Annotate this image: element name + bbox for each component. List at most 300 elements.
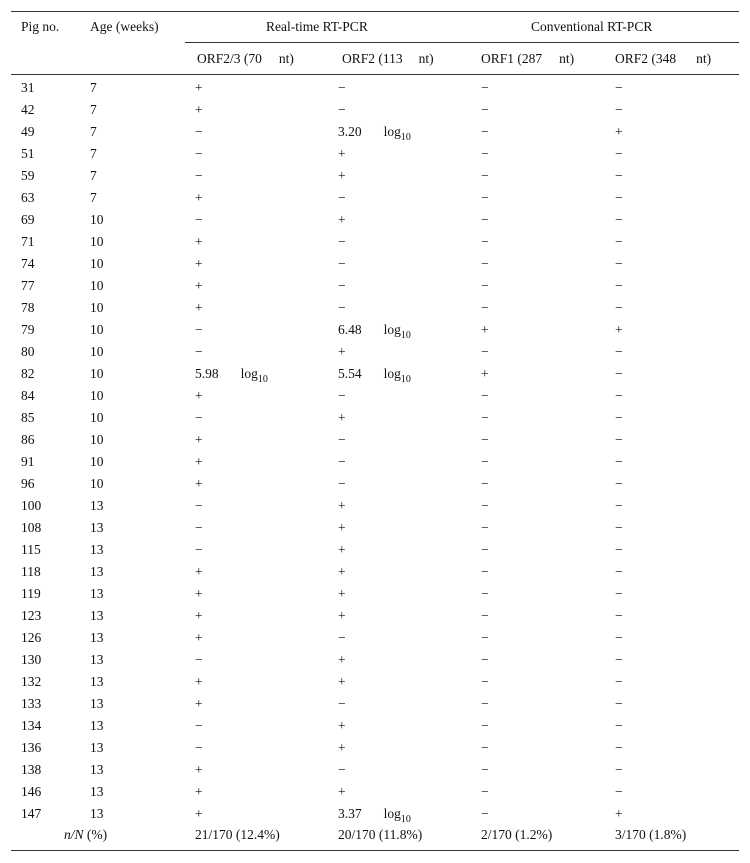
cell-value: 7 xyxy=(90,102,97,117)
cell-value: − xyxy=(481,520,489,535)
cell-value: − xyxy=(615,674,623,689)
cell-value: − xyxy=(481,542,489,557)
cell-value: − xyxy=(615,366,623,381)
cell-orf2-113 xyxy=(338,693,346,715)
cell-value: 79 xyxy=(21,322,35,337)
cell-age xyxy=(90,297,104,319)
cell-value: 7 xyxy=(90,168,97,183)
cell-age xyxy=(90,517,104,539)
cell-value: + xyxy=(481,366,489,381)
cell-value: + xyxy=(338,652,346,667)
cell-orf23 xyxy=(195,209,203,231)
cell-value: 115 xyxy=(21,542,41,557)
cell-value: 49 xyxy=(21,124,35,139)
cell-age xyxy=(90,385,104,407)
cell-pig-no xyxy=(21,803,41,825)
cell-value: 96 xyxy=(21,476,35,491)
cell-value: − xyxy=(615,212,623,227)
log-unit xyxy=(383,124,411,143)
cell-orf1-287 xyxy=(481,319,489,341)
group-rule xyxy=(185,42,739,43)
cell-value: 13 xyxy=(90,608,104,623)
cell-orf23 xyxy=(195,671,203,693)
cell-age xyxy=(90,693,104,715)
cell-pig-no xyxy=(21,737,41,759)
summary-orf2-348: 3/170 (1.8%) xyxy=(615,827,687,842)
header-sub-name: ORF2 (348 xyxy=(615,51,677,66)
cell-orf2-113 xyxy=(338,583,346,605)
cell-value: 13 xyxy=(90,498,104,513)
cell-orf1-287 xyxy=(481,209,489,231)
cell-orf2-113 xyxy=(338,209,346,231)
table-row xyxy=(0,275,750,297)
cell-value: 10 xyxy=(90,454,104,469)
cell-orf1-287 xyxy=(481,165,489,187)
cell-value: − xyxy=(615,476,623,491)
header-sub-name: ORF2/3 (70 xyxy=(197,51,262,66)
cell-age xyxy=(90,451,104,473)
cell-value: − xyxy=(615,234,623,249)
cell-value: − xyxy=(481,718,489,733)
cell-value: − xyxy=(338,388,346,403)
cell-orf23 xyxy=(195,473,203,495)
cell-value: − xyxy=(615,278,623,293)
cell-orf23 xyxy=(195,429,203,451)
cell-orf2-113 xyxy=(338,473,346,495)
cell-orf23 xyxy=(195,407,203,429)
table-row xyxy=(0,539,750,561)
cell-orf2-348 xyxy=(615,297,623,319)
cell-orf23 xyxy=(195,297,203,319)
cell-value: 7 xyxy=(90,190,97,205)
cell-orf1-287 xyxy=(481,803,489,825)
cell-orf2-113 xyxy=(338,495,346,517)
cell-value: − xyxy=(481,212,489,227)
cell-pig-no xyxy=(21,275,35,297)
cell-value: 7 xyxy=(90,124,97,139)
cell-value: − xyxy=(615,80,623,95)
cell-value: − xyxy=(481,454,489,469)
cell-value: − xyxy=(338,278,346,293)
cell-value: − xyxy=(195,718,203,733)
cell-value: + xyxy=(195,630,203,645)
cell-orf23 xyxy=(195,143,203,165)
cell-orf2-113 xyxy=(338,517,346,539)
cell-pig-no xyxy=(21,429,35,451)
cell-value: − xyxy=(615,168,623,183)
cell-age xyxy=(90,627,104,649)
cell-orf2-113 xyxy=(338,737,346,759)
cell-pig-no xyxy=(21,583,41,605)
cell-value: 80 xyxy=(21,344,35,359)
cell-pig-no xyxy=(21,385,35,407)
cell-orf2-348 xyxy=(615,495,623,517)
cell-orf1-287 xyxy=(481,627,489,649)
cell-orf1-287 xyxy=(481,605,489,627)
bottom-rule xyxy=(11,850,739,851)
cell-value: + xyxy=(195,608,203,623)
cell-orf23 xyxy=(195,495,203,517)
cell-value: + xyxy=(338,740,346,755)
cell-value: + xyxy=(338,784,346,799)
cell-orf2-348 xyxy=(615,341,623,363)
cell-orf1-287 xyxy=(481,253,489,275)
cell-age xyxy=(90,121,97,143)
table-row xyxy=(0,649,750,671)
cell-value: − xyxy=(615,300,623,315)
table-row xyxy=(0,319,750,341)
cell-orf2-113 xyxy=(338,253,346,275)
cell-value: − xyxy=(338,300,346,315)
cell-orf2-113 xyxy=(338,297,346,319)
cell-value: + xyxy=(338,146,346,161)
cell-pig-no xyxy=(21,297,35,319)
cell-orf1-287 xyxy=(481,671,489,693)
cell-orf2-348 xyxy=(615,121,623,143)
cell-age xyxy=(90,231,104,253)
cell-value: − xyxy=(615,762,623,777)
cell-orf2-348 xyxy=(615,363,623,385)
cell-age xyxy=(90,99,97,121)
cell-orf2-348 xyxy=(615,781,623,803)
cell-value: + xyxy=(338,586,346,601)
cell-value: − xyxy=(481,674,489,689)
cell-value: − xyxy=(338,454,346,469)
cell-age xyxy=(90,77,97,99)
cell-value: + xyxy=(195,256,203,271)
cell-value: 59 xyxy=(21,168,35,183)
cell-value: 42 xyxy=(21,102,35,117)
cell-pig-no xyxy=(21,209,35,231)
cell-orf1-287 xyxy=(481,187,489,209)
cell-orf1-287 xyxy=(481,231,489,253)
cell-orf2-348 xyxy=(615,539,623,561)
cell-value: + xyxy=(195,586,203,601)
cell-value: + xyxy=(338,718,346,733)
cell-orf23 xyxy=(195,363,268,387)
cell-value: + xyxy=(195,784,203,799)
header-group-realtime: Real-time RT-PCR xyxy=(266,19,368,34)
cell-value: − xyxy=(195,168,203,183)
cell-orf1-287 xyxy=(481,143,489,165)
log-label: log xyxy=(240,366,258,381)
table-row xyxy=(0,627,750,649)
table-row xyxy=(0,99,750,121)
cell-age xyxy=(90,561,104,583)
cell-value: 13 xyxy=(90,718,104,733)
cell-value: − xyxy=(338,102,346,117)
cell-value: + xyxy=(195,696,203,711)
cell-orf2-113 xyxy=(338,385,346,407)
cell-age xyxy=(90,715,104,737)
log-unit xyxy=(240,366,268,385)
cell-value: − xyxy=(338,80,346,95)
cell-orf23 xyxy=(195,781,203,803)
cell-age xyxy=(90,363,104,385)
cell-pig-no xyxy=(21,407,35,429)
cell-value: 123 xyxy=(21,608,42,623)
log-label: log xyxy=(383,322,401,337)
table-row xyxy=(0,209,750,231)
cell-orf2-348 xyxy=(615,319,623,341)
cell-orf23 xyxy=(195,187,203,209)
summary-row xyxy=(0,824,750,846)
cell-orf2-113 xyxy=(338,627,346,649)
cell-value: 69 xyxy=(21,212,35,227)
cell-value: + xyxy=(195,234,203,249)
header-sub-orf23 xyxy=(197,51,294,67)
cell-orf2-113 xyxy=(338,231,346,253)
cell-value: 82 xyxy=(21,366,35,381)
cell-orf23 xyxy=(195,715,203,737)
cell-age xyxy=(90,319,104,341)
cell-age xyxy=(90,209,104,231)
cell-orf2-348 xyxy=(615,275,623,297)
cell-value: − xyxy=(481,630,489,645)
cell-value: + xyxy=(338,498,346,513)
cell-value: 134 xyxy=(21,718,42,733)
cell-value: − xyxy=(481,652,489,667)
cell-orf2-348 xyxy=(615,561,623,583)
cell-age xyxy=(90,759,104,781)
cell-value: − xyxy=(481,696,489,711)
cell-orf2-113 xyxy=(338,407,346,429)
cell-value: − xyxy=(615,388,623,403)
cell-value: + xyxy=(338,520,346,535)
cell-orf2-348 xyxy=(615,803,623,825)
table-row xyxy=(0,143,750,165)
cell-value: 10 xyxy=(90,410,104,425)
cell-pig-no xyxy=(21,99,35,121)
cell-value: 71 xyxy=(21,234,35,249)
summary-label-italic: n/N xyxy=(64,827,84,842)
header-sub-orf2-348 xyxy=(615,51,711,67)
cell-age xyxy=(90,407,104,429)
cell-value: − xyxy=(615,454,623,469)
cell-value: 86 xyxy=(21,432,35,447)
cell-value: + xyxy=(615,124,623,139)
cell-value: − xyxy=(338,476,346,491)
cell-value: − xyxy=(481,256,489,271)
cell-orf23 xyxy=(195,605,203,627)
header-sub-unit: nt) xyxy=(418,51,434,66)
cell-value: 13 xyxy=(90,806,104,821)
table-row xyxy=(0,429,750,451)
cell-orf1-287 xyxy=(481,649,489,671)
table-row xyxy=(0,671,750,693)
cell-orf23 xyxy=(195,165,203,187)
cell-value: − xyxy=(615,542,623,557)
cell-age xyxy=(90,187,97,209)
header-pig-no: Pig no. xyxy=(21,19,60,34)
cell-value: 91 xyxy=(21,454,35,469)
cell-age xyxy=(90,803,104,825)
summary-label-rest: (%) xyxy=(83,827,108,842)
cell-orf2-113 xyxy=(338,341,346,363)
cell-value: − xyxy=(481,102,489,117)
cell-value: − xyxy=(481,432,489,447)
cell-orf2-348 xyxy=(615,693,623,715)
cell-value: − xyxy=(481,146,489,161)
cell-orf2-113 xyxy=(338,605,346,627)
cell-orf23 xyxy=(195,319,203,341)
cell-pig-no xyxy=(21,605,41,627)
cell-value: 31 xyxy=(21,80,35,95)
cell-value: 10 xyxy=(90,476,104,491)
cell-orf1-287 xyxy=(481,473,489,495)
log-label: log xyxy=(383,366,401,381)
cell-value: 13 xyxy=(90,762,104,777)
cell-orf2-113 xyxy=(338,671,346,693)
cell-value: 10 xyxy=(90,366,104,381)
cell-value: 13 xyxy=(90,630,104,645)
cell-orf2-113 xyxy=(338,165,346,187)
table-row xyxy=(0,737,750,759)
cell-value: − xyxy=(481,234,489,249)
cell-age xyxy=(90,429,104,451)
cell-value: − xyxy=(481,806,489,821)
cell-orf23 xyxy=(195,539,203,561)
cell-orf2-348 xyxy=(615,627,623,649)
cell-orf2-348 xyxy=(615,187,623,209)
cell-orf2-348 xyxy=(615,759,623,781)
cell-value: 130 xyxy=(21,652,42,667)
cell-value: + xyxy=(338,564,346,579)
cell-value: 5.54 xyxy=(338,366,362,381)
cell-pig-no xyxy=(21,231,35,253)
cell-orf23 xyxy=(195,693,203,715)
cell-orf2-348 xyxy=(615,715,623,737)
cell-pig-no xyxy=(21,121,35,143)
cell-orf2-348 xyxy=(615,429,623,451)
cell-pig-no xyxy=(21,539,41,561)
cell-orf1-287 xyxy=(481,781,489,803)
cell-value: − xyxy=(615,718,623,733)
cell-pig-no xyxy=(21,671,41,693)
cell-value: + xyxy=(195,476,203,491)
cell-pig-no xyxy=(21,561,41,583)
cell-value: − xyxy=(481,564,489,579)
cell-value: + xyxy=(615,806,623,821)
cell-value: + xyxy=(195,388,203,403)
cell-orf1-287 xyxy=(481,451,489,473)
cell-orf2-348 xyxy=(615,407,623,429)
cell-orf2-113 xyxy=(338,451,346,473)
cell-orf1-287 xyxy=(481,561,489,583)
cell-orf1-287 xyxy=(481,693,489,715)
cell-orf2-113 xyxy=(338,715,346,737)
summary-orf23: 21/170 (12.4%) xyxy=(195,827,280,842)
header-age: Age (weeks) xyxy=(90,19,159,34)
table-row xyxy=(0,165,750,187)
cell-pig-no xyxy=(21,759,41,781)
cell-orf1-287 xyxy=(481,715,489,737)
log-subscript: 10 xyxy=(400,132,411,143)
cell-value: − xyxy=(338,762,346,777)
header-sub-unit: nt) xyxy=(696,51,712,66)
cell-orf1-287 xyxy=(481,341,489,363)
table-row xyxy=(0,759,750,781)
cell-age xyxy=(90,341,104,363)
cell-value: − xyxy=(195,212,203,227)
cell-value: − xyxy=(195,740,203,755)
cell-value: − xyxy=(615,344,623,359)
cell-value: − xyxy=(615,190,623,205)
cell-value: 78 xyxy=(21,300,35,315)
cell-value: − xyxy=(615,784,623,799)
log-subscript: 10 xyxy=(400,330,411,341)
cell-value: 126 xyxy=(21,630,42,645)
cell-value: − xyxy=(615,520,623,535)
header-sub-unit: nt) xyxy=(559,51,575,66)
cell-value: 13 xyxy=(90,740,104,755)
cell-orf23 xyxy=(195,253,203,275)
table-row xyxy=(0,341,750,363)
cell-value: 10 xyxy=(90,278,104,293)
cell-value: + xyxy=(481,322,489,337)
cell-value: − xyxy=(481,388,489,403)
cell-value: − xyxy=(481,762,489,777)
cell-orf2-348 xyxy=(615,671,623,693)
cell-value: − xyxy=(615,410,623,425)
log-label: log xyxy=(383,124,401,139)
cell-orf2-113 xyxy=(338,363,411,387)
cell-value: 7 xyxy=(90,146,97,161)
cell-value: − xyxy=(615,652,623,667)
cell-orf2-348 xyxy=(615,605,623,627)
cell-age xyxy=(90,539,104,561)
cell-value: − xyxy=(481,124,489,139)
table-row xyxy=(0,583,750,605)
cell-value: 6.48 xyxy=(338,322,362,337)
cell-age xyxy=(90,495,104,517)
cell-age xyxy=(90,583,104,605)
header-bottom-rule xyxy=(11,74,739,75)
cell-value: + xyxy=(195,278,203,293)
cell-value: + xyxy=(338,410,346,425)
cell-orf1-287 xyxy=(481,385,489,407)
cell-pig-no xyxy=(21,77,35,99)
table-row xyxy=(0,473,750,495)
cell-value: − xyxy=(195,146,203,161)
cell-age xyxy=(90,143,97,165)
cell-value: 10 xyxy=(90,344,104,359)
cell-value: 119 xyxy=(21,586,41,601)
cell-value: − xyxy=(615,586,623,601)
cell-value: 10 xyxy=(90,234,104,249)
cell-orf23 xyxy=(195,517,203,539)
cell-value: 13 xyxy=(90,542,104,557)
table-row xyxy=(0,605,750,627)
table-row xyxy=(0,451,750,473)
cell-orf23 xyxy=(195,231,203,253)
cell-value: + xyxy=(338,212,346,227)
log-subscript: 10 xyxy=(400,814,411,825)
cell-orf2-113 xyxy=(338,561,346,583)
cell-orf1-287 xyxy=(481,759,489,781)
cell-age xyxy=(90,473,104,495)
table-row xyxy=(0,517,750,539)
cell-value: − xyxy=(338,190,346,205)
cell-pig-no xyxy=(21,473,35,495)
cell-orf2-348 xyxy=(615,517,623,539)
cell-orf23 xyxy=(195,649,203,671)
cell-orf1-287 xyxy=(481,77,489,99)
cell-value: 13 xyxy=(90,520,104,535)
cell-value: − xyxy=(481,608,489,623)
cell-value: 10 xyxy=(90,212,104,227)
summary-orf1-287: 2/170 (1.2%) xyxy=(481,827,553,842)
